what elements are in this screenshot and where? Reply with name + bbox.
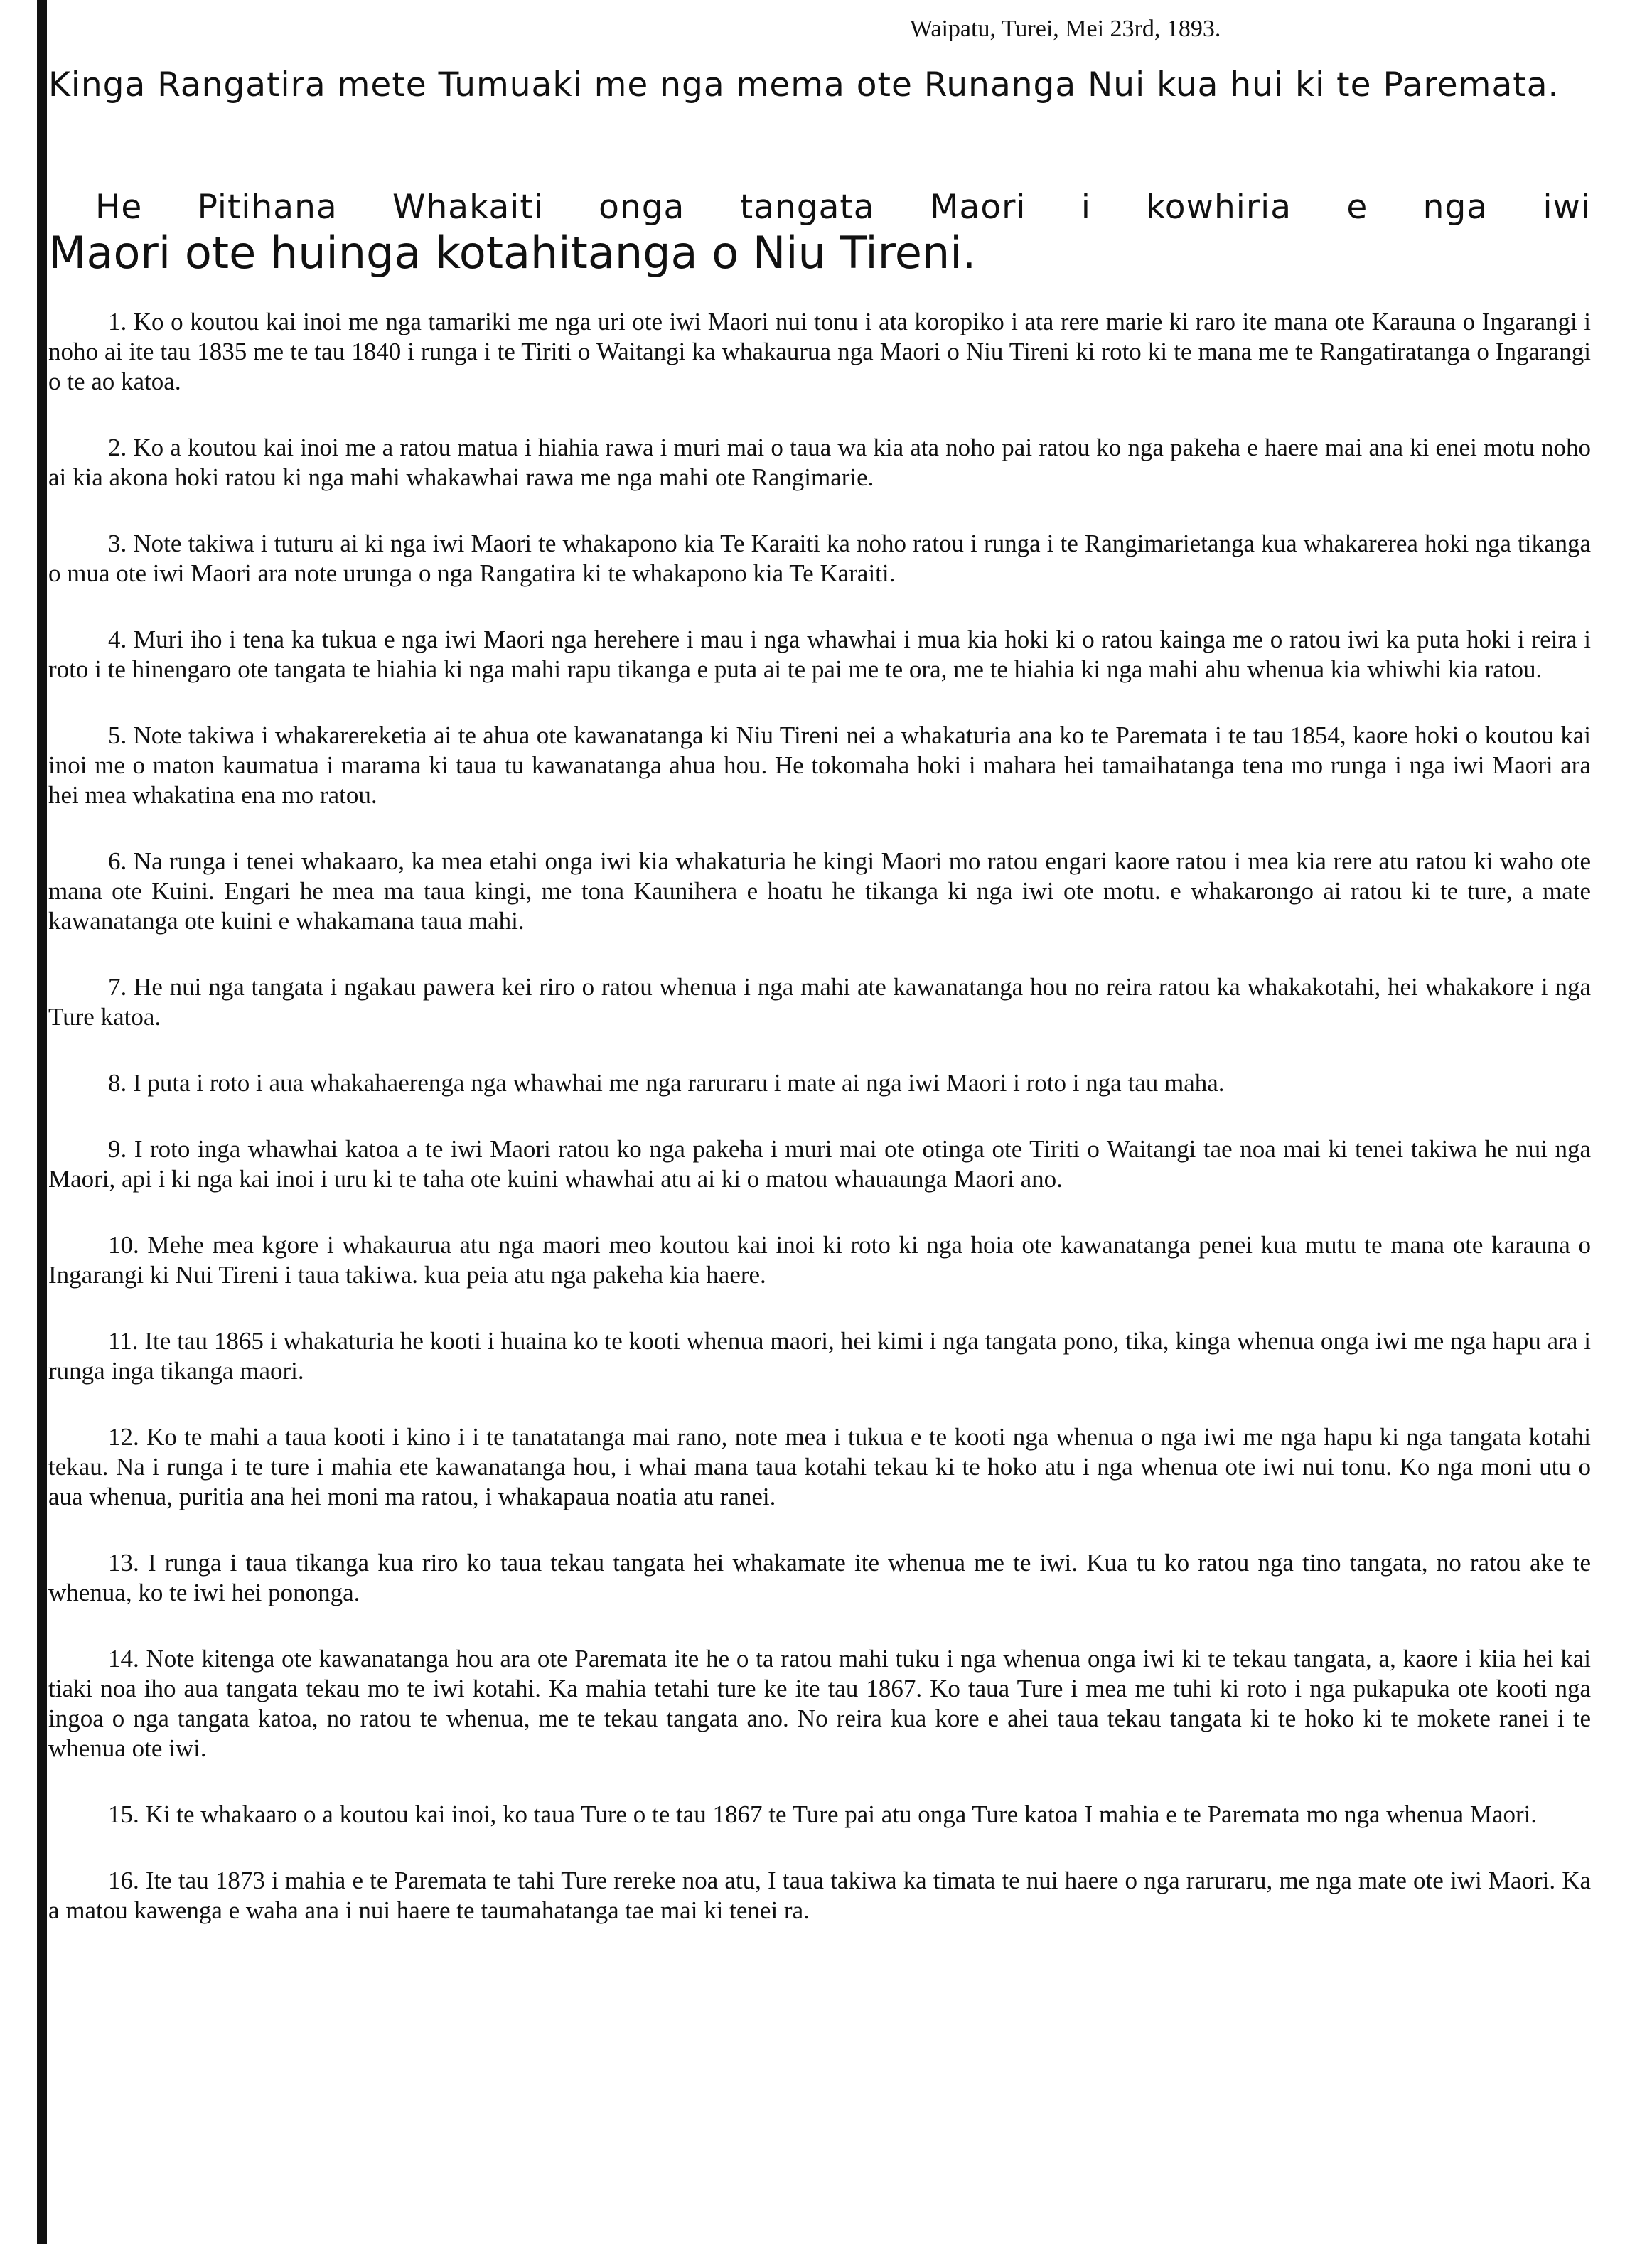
paragraph-number: 7.	[108, 973, 127, 1001]
paragraph-text: I puta i roto i aua whakahaerenga nga whawhai me nga raruraru i mate ai nga iwi Maori i roto i nga tau maha.	[133, 1069, 1225, 1097]
paragraph-text: Note takiwa i whakarereketia ai te ahua ote kawanatanga ki Niu Tireni nei a whakaturia ana ko te Paremata i te tau 1854, kaore hoki o koutou kai inoi me o maton kaumatua i marama ki taua tu kawanatanga ahua hou. He tokomaha hoki i mahara hei tamaihatanga tena mo runga i nga iwi Maori ara hei mea whakatina ena mo ratou.	[48, 721, 1591, 809]
paragraph-number: 10.	[108, 1231, 139, 1259]
paragraph-text: Muri iho i tena ka tukua e nga iwi Maori nga herehere i mau i nga whawhai i mua kia hoki ki o ratou kainga me o ratou iwi ka puta hoki i reira i roto i te hinengaro ote tangata te hiahia ki nga mahi rapu tikanga e puta ai te pai me te ora, me te hiahia ki nga mahi ahu whenua kia whiwhi kia ratou.	[48, 626, 1591, 683]
paragraph	[48, 1134, 1591, 1194]
paragraph-text: Ko te mahi a taua kooti i kino i i te tanatatanga mai rano, note mea i tukua e te kooti nga whenua o nga iwi me nga hapu ki nga tangata kotahi tekau. Na i runga i te ture i mahia ete kawanatanga hou, i whai mana taua kotahi tekau ki te hoko atu i nga whenua ote iwi nui tonu. Ko nga moni utu o aua whenua, puritia ana hei moni ma ratou, i whakapaua noatia atu ranei.	[48, 1423, 1592, 1510]
paragraph-text: Note takiwa i tuturu ai ki nga iwi Maori te whakapono kia Te Karaiti ka noho ratou i runga i te Rangimarietanga kua whakarerea hoki nga tikanga o mua ote iwi Maori ara note urunga o nga Rangatira ki te whakapono kia Te Karaiti.	[48, 530, 1591, 587]
paragraph-number: 15.	[108, 1800, 139, 1828]
paragraph	[48, 721, 1591, 810]
petition-title	[48, 186, 1591, 277]
paragraph-number: 12.	[108, 1423, 139, 1451]
paragraph-text: Na runga i tenei whakaaro, ka mea etahi onga iwi kia whakaturia he kingi Maori mo ratou engari kaore ratou i mea kia rere atu ratou ki waho ote mana ote Kuini. Engari he mea ma taua kingi, me tona Kaunihera e hoatu he tikanga ki nga iwi ote motu. e whakarongo ai ratou ki te ture, a mate kawanatanga ote kuini e whakamana taua mahi.	[48, 847, 1592, 935]
paragraph-text: He nui nga tangata i ngakau pawera kei riro o ratou whenua i nga mahi ate kawanatanga hou no reira ratou ka whakakotahi, hei whakakore i nga Ture katoa.	[48, 973, 1591, 1031]
dateline: Waipatu, Turei, Mei 23rd, 1893.	[910, 16, 1221, 42]
paragraph	[48, 307, 1591, 397]
address-heading: Kinga Rangatira mete Tumuaki me nga mema ote Runanga Nui kua hui ki te Paremata.	[48, 65, 1560, 104]
page-margin-rule	[37, 0, 47, 2244]
paragraph-number: 1.	[108, 308, 127, 335]
paragraph-text: Ko a koutou kai inoi me a ratou matua i hiahia rawa i muri mai o taua wa kia ata noho pai ratou ko nga pakeha e haere mai ana ki enei motu noho ai kia akona hoki ratou ki nga mahi whakawhai rawa me nga mahi ote Rangimarie.	[48, 434, 1591, 491]
petition-body	[48, 307, 1591, 1962]
paragraph-text: I roto inga whawhai katoa a te iwi Maori ratou ko nga pakeha i muri mai ote otinga ote Tiriti o Waitangi tae noa mai ki tenei takiwa he nui nga Maori, api i ki nga kai inoi i uru ki te taha ote kuini whawhai atu ai ki o matou whauaunga Maori ano.	[48, 1135, 1591, 1193]
paragraph-text: Ite tau 1873 i mahia e te Paremata te tahi Ture rereke noa atu, I taua takiwa ka timata te nui haere o nga raruraru, me nga mate ote iwi Maori. Ka a matou kawenga e waha ana i nui haere te taumahatanga tae mai ki tenei ra.	[48, 1867, 1592, 1924]
title-line-2: Maori ote huinga kotahitanga o Niu Tireni.	[48, 227, 977, 279]
paragraph-text: Ki te whakaaro o a koutou kai inoi, ko taua Ture o te tau 1867 te Ture pai atu onga Ture katoa I mahia e te Paremata mo nga whenua Maori.	[145, 1800, 1538, 1828]
paragraph-number: 5.	[108, 721, 127, 749]
title-line-1: He Pitihana Whakaiti onga tangata Maori i kowhiria e nga iwi	[95, 188, 1591, 227]
paragraph	[48, 972, 1591, 1032]
paragraph	[48, 1422, 1591, 1512]
paragraph	[48, 1644, 1591, 1763]
paragraph-number: 9.	[108, 1135, 127, 1163]
paragraph-number: 14.	[108, 1645, 139, 1673]
paragraph-number: 16.	[108, 1867, 139, 1894]
paragraph	[48, 847, 1591, 936]
paragraph-number: 6.	[108, 847, 127, 875]
paragraph	[48, 1548, 1591, 1608]
paragraph-text: Ko o koutou kai inoi me nga tamariki me nga uri ote iwi Maori nui tonu i ata koropiko i ata rere marie ki raro ite mana ote Karauna o Ingarangi i noho ai ite tau 1835 me te tau 1840 i runga i te Tiriti o Waitangi ka whakaurua nga Maori o Niu Tireni ki roto ki te mana me te Rangatiratanga o Ingarangi o te ao katoa.	[48, 308, 1592, 395]
paragraph	[48, 1326, 1591, 1386]
paragraph-text: Note kitenga ote kawanatanga hou ara ote Paremata ite he o ta ratou mahi tuku i nga whenua onga iwi ki te tekau tangata, a, kaore i kiia hei kai tiaki noa iho aua tangata tekau mo te iwi kotahi. Ka mahia tetahi ture ke ite tau 1867. Ko taua Ture i mea me tuhi ki roto i nga pukapuka ote kooti nga ingoa o nga tangata katoa, no ratou te whenua, me te tekau tangata ano. No reira kua kore e ahei taua tekau tangata ki te hoko ki te mokete ranei i te whenua ote iwi.	[48, 1645, 1592, 1762]
paragraph	[48, 1866, 1591, 1926]
paragraph	[48, 1068, 1591, 1098]
paragraph-text: Mehe mea kgore i whakaurua atu nga maori meo koutou kai inoi ki roto ki nga hoia ote kawanatanga penei kua mutu te mana ote karauna o Ingarangi ki Nui Tireni i taua takiwa. kua peia atu nga pakeha kia haere.	[48, 1231, 1591, 1289]
paragraph-number: 4.	[108, 626, 127, 653]
paragraph	[48, 433, 1591, 493]
paragraph	[48, 625, 1591, 685]
paragraph-number: 3.	[108, 530, 127, 557]
paragraph-number: 2.	[108, 434, 127, 461]
paragraph	[48, 1230, 1591, 1290]
paragraph-text: I runga i taua tikanga kua riro ko taua tekau tangata hei whakamate ite whenua me te iwi. Kua tu ko ratou nga tino tangata, no ratou ake te whenua, ko te iwi hei pononga.	[48, 1549, 1591, 1606]
paragraph-text: Ite tau 1865 i whakaturia he kooti i huaina ko te kooti whenua maori, hei kimi i nga tangata pono, tika, kinga whenua onga iwi me nga hapu ara i runga inga tikanga maori.	[48, 1327, 1592, 1385]
paragraph-number: 11.	[108, 1327, 139, 1355]
paragraph-number: 8.	[108, 1069, 127, 1097]
paragraph-number: 13.	[108, 1549, 139, 1577]
paragraph	[48, 529, 1591, 589]
paragraph	[48, 1800, 1591, 1830]
